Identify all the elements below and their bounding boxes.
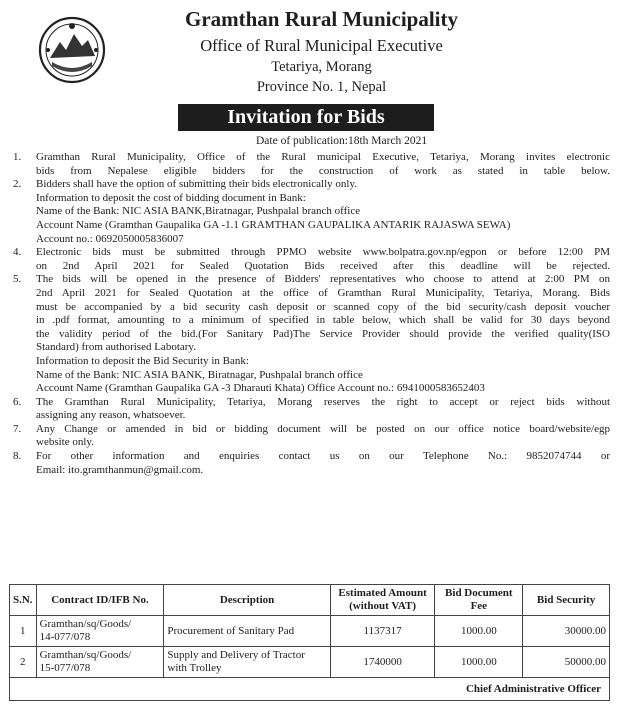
cell-amount: 1137317 bbox=[330, 616, 435, 647]
cell-fee: 1000.00 bbox=[435, 616, 523, 647]
item-text: The Gramthan Rural Municipality, Tetariya, Morang reserves the right to accept or reject bids without bbox=[36, 395, 610, 408]
col-header-fee-line1: Bid Document bbox=[445, 587, 513, 599]
notice-item-6 bbox=[10, 396, 610, 423]
contract-line2: 14-077/078 bbox=[39, 631, 91, 643]
invitation-banner: Invitation for Bids bbox=[178, 104, 434, 131]
cell-fee: 1000.00 bbox=[435, 647, 523, 678]
notice-item-1 bbox=[10, 151, 610, 178]
cell-security: 50000.00 bbox=[523, 647, 610, 678]
cell-contract bbox=[36, 647, 164, 678]
col-header-amount-line2: (without VAT) bbox=[349, 600, 417, 612]
item-text: must be accompanied by a bid security cash deposit or scanned copy of the bid security/cash deposit voucher bbox=[36, 300, 610, 313]
col-header-sn: S.N. bbox=[10, 585, 37, 616]
col-header-contract: Contract ID/IFB No. bbox=[36, 585, 164, 616]
col-header-fee bbox=[435, 585, 523, 616]
publication-date: Date of publication:18th March 2021 bbox=[256, 135, 428, 147]
item-number: 5. bbox=[13, 273, 22, 286]
item-text: on 2nd April 2021 for Sealed Quotation Bids received after this deadline will be rejected. bbox=[36, 259, 610, 272]
item-text: The bids will be opened in the presence of Bidders' representatives who choose to attend at 2:00 PM on bbox=[36, 273, 610, 286]
item-number: 1. bbox=[13, 151, 22, 163]
table-row bbox=[10, 647, 610, 678]
bank-name: Name of the Bank: NIC ASIA BANK, Biratnagar, Pushpalal branch office bbox=[36, 368, 363, 381]
cell-contract bbox=[36, 616, 164, 647]
col-header-description: Description bbox=[164, 585, 330, 616]
description-line2: with Trolley bbox=[167, 662, 222, 674]
office-name: Office of Rural Municipal Executive bbox=[200, 36, 443, 55]
notice-item-7 bbox=[10, 423, 610, 450]
account-number: Account no.: 0692050005836007 bbox=[36, 232, 184, 245]
item-text: in .pdf format, amounting to a minimum of specified in table below, which shall be valid for 30 days beyond bbox=[36, 314, 610, 327]
signature-title: Chief Administrative Officer bbox=[10, 678, 610, 701]
notice-item-8 bbox=[10, 450, 610, 477]
item-number: 7. bbox=[13, 422, 22, 435]
province-line: Province No. 1, Nepal bbox=[256, 79, 387, 95]
signature-row bbox=[10, 678, 610, 701]
col-header-amount bbox=[330, 585, 435, 616]
account-name: Account Name (Gramthan Gaupalika GA -1.1 GRAMTHAN GAUPALIKA ANTARIK RAJASWA SEWA) bbox=[36, 218, 511, 231]
item-text: assigning any reason, whatsoever. bbox=[36, 409, 186, 422]
notice-item-4 bbox=[10, 246, 610, 273]
notice-items bbox=[10, 151, 610, 477]
contact-email: Email: ito.gramthanmun@gmail.com. bbox=[36, 463, 204, 476]
item-text: Bidders shall have the option of submitting their bids electronically only. bbox=[36, 178, 357, 191]
item-number: 6. bbox=[13, 395, 22, 408]
item-number: 4. bbox=[13, 246, 22, 259]
contract-line2: 15-077/078 bbox=[39, 662, 91, 674]
notice-item-5 bbox=[10, 273, 610, 395]
address-line: Tetariya, Morang bbox=[271, 59, 372, 75]
municipality-title: Gramthan Rural Municipality bbox=[184, 7, 458, 31]
cell-sn: 1 bbox=[10, 616, 37, 647]
col-header-amount-line1: Estimated Amount bbox=[338, 587, 427, 599]
item-text: Gramthan Rural Municipality, Office of the Rural municipal Executive, Tetariya, Morang invites electronic bbox=[36, 151, 610, 163]
item-text: Information to deposit the cost of bidding document in Bank: bbox=[36, 191, 306, 204]
item-number: 2. bbox=[13, 178, 22, 191]
table-header-row bbox=[10, 585, 610, 616]
item-text: 2nd April 2021 for Sealed Quotation at the office of Gramthan Rural Municipality, Tetariya, Morang. Bids bbox=[36, 286, 610, 299]
contract-line1: Gramthan/sq/Goods/ bbox=[39, 618, 132, 630]
table-row bbox=[10, 616, 610, 647]
item-text: Electronic bids must be submitted through PPMO website www.bolpatra.gov.np/egpon or before 12:00 PM bbox=[36, 246, 610, 259]
cell-sn: 2 bbox=[10, 647, 37, 678]
account-name: Account Name (Gramthan Gaupalika GA -3 Dharauti Khata) Office Account no.: 6941000583652403 bbox=[36, 382, 485, 395]
col-header-security: Bid Security bbox=[523, 585, 610, 616]
item-number: 8. bbox=[13, 450, 22, 463]
cell-description: Procurement of Sanitary Pad bbox=[164, 616, 330, 647]
bank-name: Name of the Bank: NIC ASIA BANK,Biratnagar, Pushpalal branch office bbox=[36, 205, 361, 218]
col-header-fee-line2: Fee bbox=[470, 600, 488, 612]
item-text: Standard) from authorised Labotary. bbox=[36, 341, 196, 354]
notice-item-2 bbox=[10, 178, 610, 246]
item-text: website only. bbox=[36, 436, 94, 449]
bids-table bbox=[9, 584, 610, 701]
item-text: Information to deposit the Bid Security in Bank: bbox=[36, 354, 249, 367]
item-text: For other information and enquiries contact us on our Telephone No.: 9852074744 or bbox=[36, 450, 610, 463]
contract-line1: Gramthan/sq/Goods/ bbox=[39, 649, 132, 661]
item-text: Any Change or amended in bid or bidding document will be posted on our office notice board/website/egp bbox=[36, 422, 610, 435]
item-text: the validity period of the bid.(For Sanitary Pad)The Service Provider should provide the verified quality(ISO bbox=[36, 327, 610, 340]
description-line1: Supply and Delivery of Tractor bbox=[167, 649, 305, 661]
cell-description bbox=[164, 647, 330, 678]
cell-security: 30000.00 bbox=[523, 616, 610, 647]
item-text: bids from Nepalese eligible bidders for the construction of work as stated in table below. bbox=[36, 164, 610, 177]
cell-amount: 1740000 bbox=[330, 647, 435, 678]
notice-header bbox=[0, 0, 621, 100]
